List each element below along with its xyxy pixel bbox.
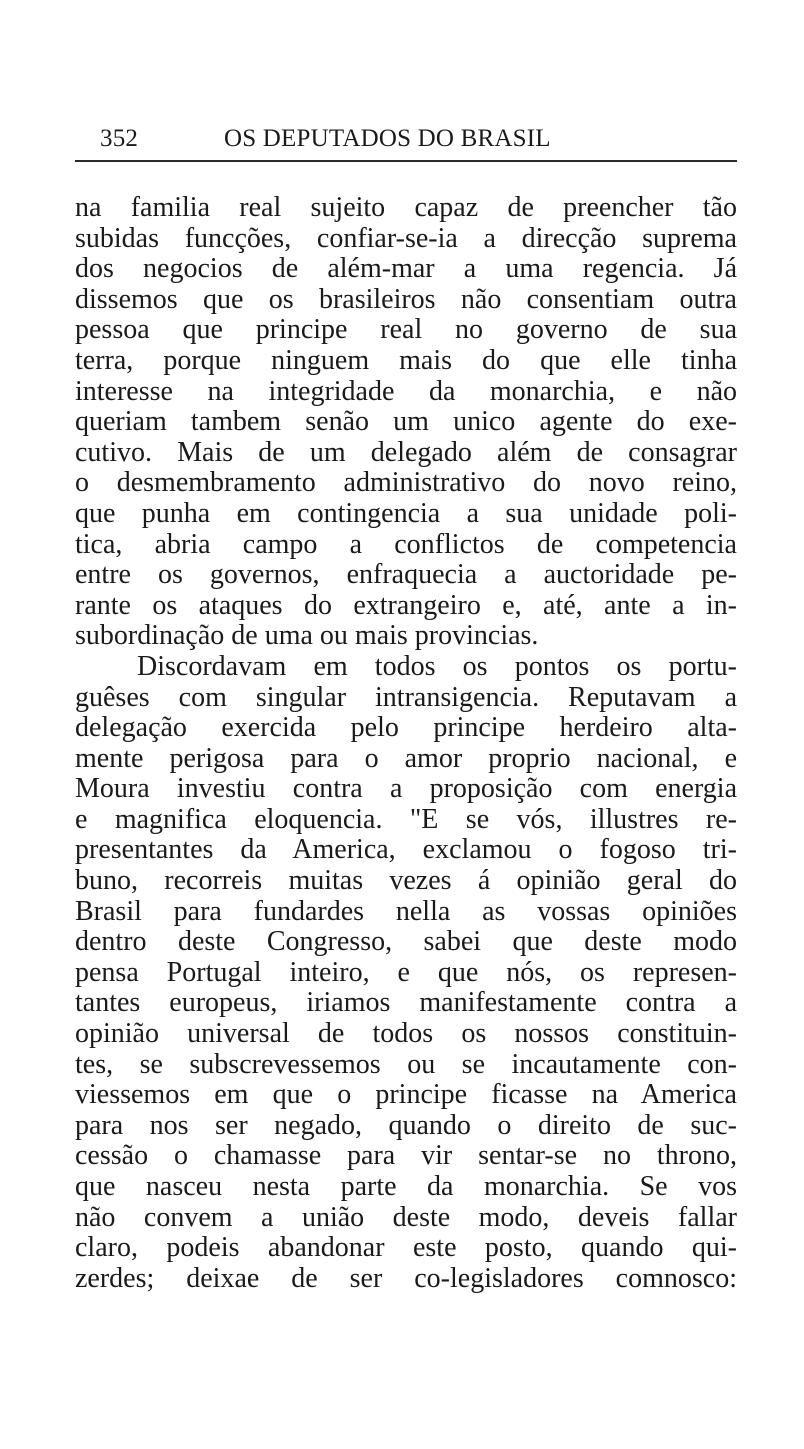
text-line: entre os governos, enfraquecia a auctoridade pe- <box>75 560 737 591</box>
text-line: pensa Portugal inteiro, e que nós, os represen- <box>75 957 737 988</box>
text-line: claro, podeis abandonar este posto, quando qui- <box>75 1233 737 1264</box>
text-line: queriam tambem senão um unico agente do exe- <box>75 407 737 438</box>
text-line: opinião universal de todos os nossos constituin- <box>75 1019 737 1050</box>
text-line: não convem a união deste modo, deveis fallar <box>75 1202 737 1233</box>
text-line: Discordavam em todos os pontos os portu- <box>137 651 737 682</box>
text-line: que nasceu nesta parte da monarchia. Se vos <box>75 1172 737 1202</box>
text-line: o desmembramento administrativo do novo reino, <box>75 468 737 499</box>
text-line: interesse na integridade da monarchia, e não <box>75 376 737 407</box>
body-text <box>75 193 737 1294</box>
text-line: na familia real sujeito capaz de preencher tão <box>75 193 737 223</box>
text-line: Brasil para fundardes nella as vossas opiniões <box>75 896 737 927</box>
text-line: tica, abria campo a conflictos de competencia <box>75 529 737 560</box>
text-line: cessão o chamasse para vir sentar-se no throno, <box>75 1141 737 1172</box>
paragraph <box>75 652 737 1294</box>
text-line: delegação exercida pelo principe herdeiro alta- <box>75 713 737 744</box>
text-line: pessoa que principe real no governo de sua <box>75 315 737 346</box>
text-line: subordinação de uma ou mais provincias. <box>75 621 539 652</box>
header-rule <box>75 160 737 162</box>
text-line: tantes europeus, iriamos manifestamente contra a <box>75 988 737 1019</box>
text-line: guêses com singular intransigencia. Reputavam a <box>75 682 737 713</box>
running-title: OS DEPUTADOS DO BRASIL <box>224 125 551 152</box>
text-line: rante os ataques do extrangeiro e, até, ante a in- <box>75 590 737 621</box>
text-line: terra, porque ninguem mais do que elle tinha <box>75 345 737 376</box>
text-line: e magnifica eloquencia. "E se vós, illustres re- <box>75 804 737 835</box>
text-line: dos negocios de além-mar a uma regencia. Já <box>75 254 737 285</box>
text-line: presentantes da America, exclamou o fogoso tri- <box>75 835 737 866</box>
text-line: buno, recorreis muitas vezes á opinião geral do <box>75 866 737 897</box>
paragraph <box>75 193 737 652</box>
text-line: que punha em contingencia a sua unidade poli- <box>75 498 737 529</box>
running-head <box>100 122 740 156</box>
text-line: viessemos em que o principe ficasse na America <box>75 1080 737 1111</box>
text-line: para nos ser negado, quando o direito de suc- <box>75 1110 737 1141</box>
text-line: cutivo. Mais de um delegado além de consagrar <box>75 437 737 468</box>
text-line: subidas funcções, confiar-se-ia a direcção suprema <box>75 223 737 254</box>
text-line: Moura investiu contra a proposição com energia <box>75 774 737 805</box>
text-line: tes, se subscrevessemos ou se incautamente con- <box>75 1049 737 1080</box>
text-line: dissemos que os brasileiros não consentiam outra <box>75 284 737 315</box>
text-line: zerdes; deixae de ser co-legisladores comnosco: <box>75 1263 737 1294</box>
text-line: dentro deste Congresso, sabei que deste modo <box>75 927 737 958</box>
text-line: mente perigosa para o amor proprio nacional, e <box>75 743 737 774</box>
page-number: 352 <box>100 125 139 152</box>
